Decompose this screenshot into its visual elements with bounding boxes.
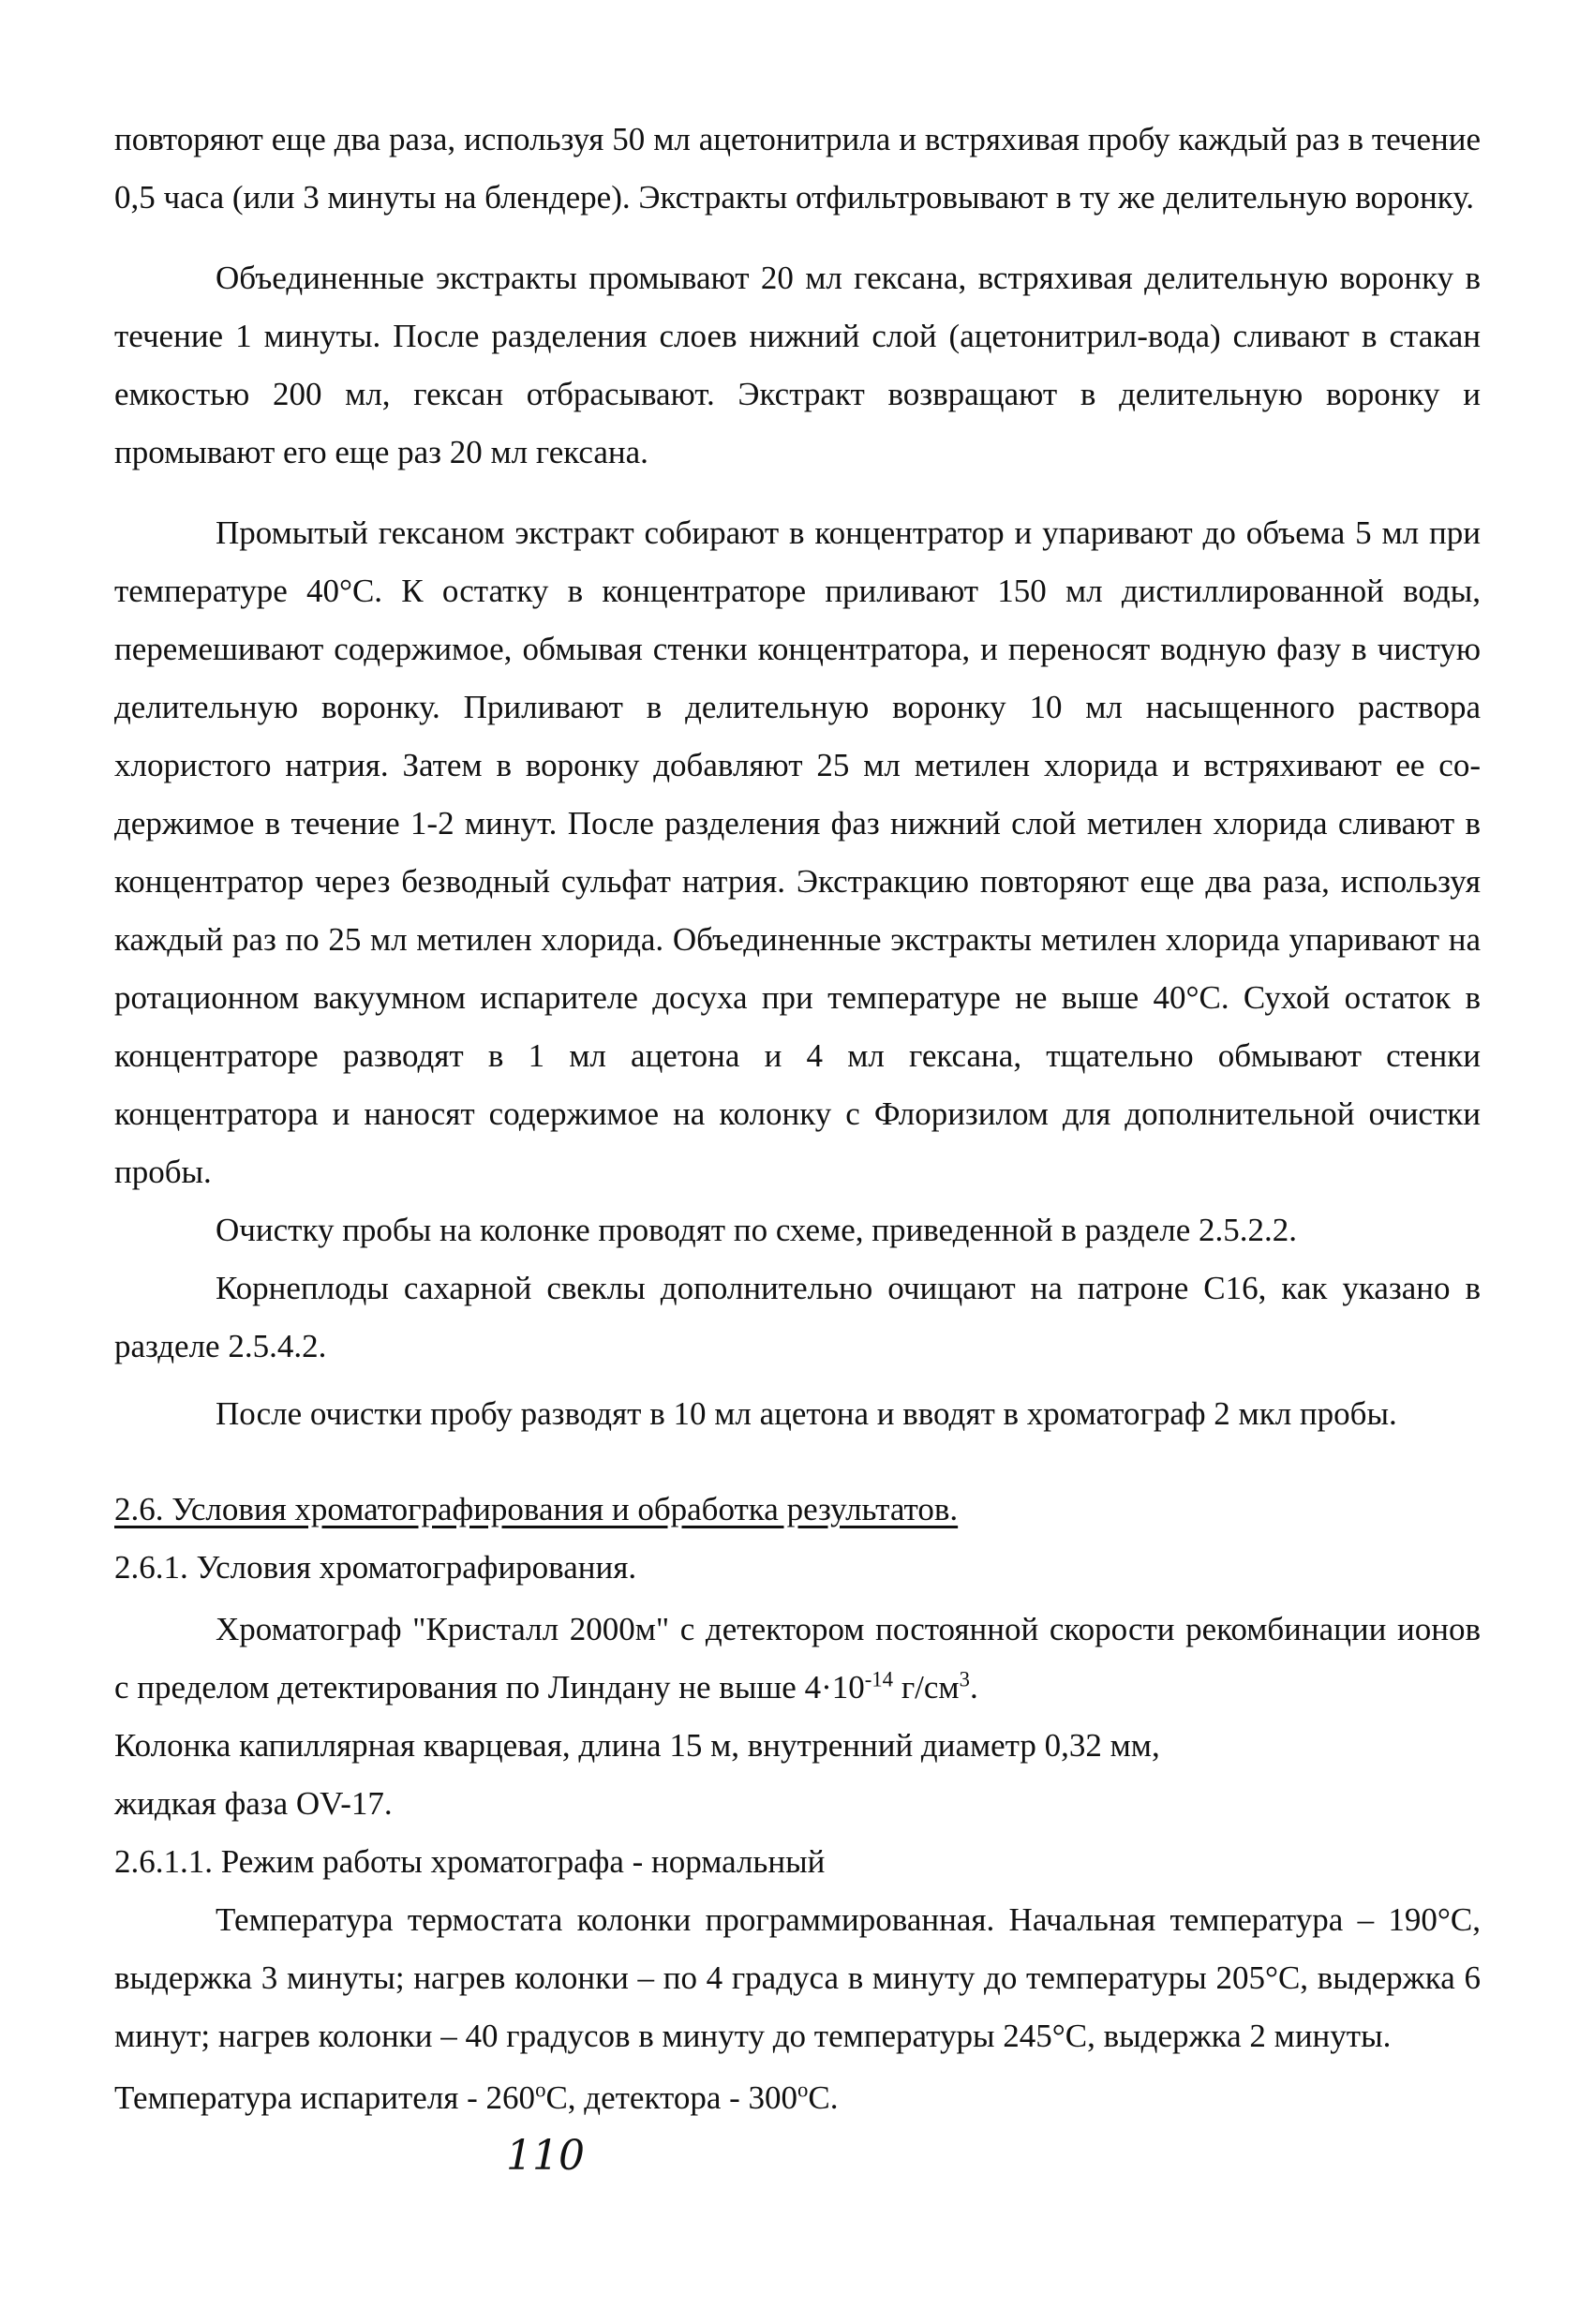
paragraph-sugar-beet: Корнеплоды сахарной свеклы дополнительно очищают на патроне С16, как указано в разделе 2.5.4.2. — [114, 1270, 1481, 1364]
column-line: Колонка капиллярная кварцевая, длина 15 м, внутренний диаметр 0,32 мм, — [114, 1727, 1160, 1764]
paragraph-continuation: повторяют еще два раза, используя 50 мл ацетонитрила и встряхивая пробу каждый раз в течение 0,5 часа (или 3 минуты на блендере). Экстракты отфильтровывают в ту же делительную воронку. — [114, 121, 1481, 216]
evaporator-end: С. — [808, 2079, 839, 2116]
paragraph-hexane-wash: Объединенные экстракты промывают 20 мл гексана, встряхивая делительную воронку в течение 1 минуты. После разделения слоев нижний слой (ацетонитрил-вода) сливают в стакан емкостью 200 мл, гексан отбрасывают. Экстракт возвращают в делительную воронку и промывают его еще раз 20 мл гексана. — [114, 260, 1481, 470]
paragraph-column-cleanup: Очистку пробы на колонке проводят по схеме, приведенной в разделе 2.5.2.2. — [216, 1212, 1297, 1248]
paragraph-injection: После очистки пробу разводят в 10 мл ацетона и вводят в хроматограф 2 мкл пробы. — [216, 1395, 1397, 1432]
subsection-heading: 2.6.1. Условия хроматографирования. — [114, 1549, 637, 1586]
detection-limit-exponent: -14 — [864, 1667, 894, 1691]
liquid-phase-line: жидкая фаза OV-17. — [114, 1785, 393, 1822]
evaporator-temperature-line — [114, 2069, 1481, 2127]
paragraph-concentration: Промытый гексаном экстракт собирают в концентратор и упаривают до объема 5 мл при температуре 40°С. К остатку в концентраторе приливают 150 мл дистиллированной воды, перемешивают содержимое, обмывая стенки концентратора, и переносят водную фазу в чистую делительную воронку. Приливают в делительную воронку 10 мл насыщенного раствора хлористого натрия. Затем в воронку добавляют 25 мл метилен хлорида и встряхивают ее содержимое в течение 1-2 минут. После разделения фаз нижний слой метилен хлорида сливают в концентратор через безводный сульфат натрия. Экстракцию повторяют еще два раза, используя каждый раз по 25 мл метилен хлорида. Объединенные экстракты метилен хлорида упаривают на ротационном вакуумном испарителе досуха при температуре не выше 40°С. Сухой остаток в концентраторе разводят в 1 мл ацетона и 4 мл гексана, тщательно обмывают стенки концентратора и наносят содержимое на колонку с Флоризилом для дополнительной очистки пробы. — [114, 514, 1481, 1190]
detection-limit-unit: г/см — [893, 1669, 960, 1706]
section-heading: 2.6. Условия хроматографирования и обработка результатов. — [114, 1491, 959, 1527]
paragraph-temperature-program: Температура термостата колонки программированная. Начальная температура – 190°С, выдержка 3 минуты; нагрев колонки – по 4 градуса в минуту до температуры 205°С, выдержка 6 минут; нагрев колонки – 40 градусов в минуту до температуры 245°С, выдержка 2 минуты. — [114, 1901, 1481, 2054]
unit-exponent: 3 — [959, 1667, 970, 1691]
page-number: 110 — [506, 2132, 585, 2180]
evaporator-text: Температура испарителя - 260 — [114, 2079, 536, 2116]
text-block-top — [114, 111, 1481, 1443]
chromatograph-text: Хроматограф "Кристалл 2000м" с детектором постоянной скорости рекомбинации ионов с пределом детектирования по Линдану не выше 4·10 — [114, 1611, 1481, 1706]
degree-mark-evaporator: о — [535, 2078, 546, 2102]
mode-heading: 2.6.1.1. Режим работы хроматографа - нормальный — [114, 1843, 826, 1880]
text-block-conditions — [114, 1481, 1481, 2127]
detector-text: С, детектора - 300 — [545, 2079, 798, 2116]
chromatograph-end: . — [969, 1669, 978, 1706]
degree-mark-detector: о — [797, 2078, 809, 2102]
paragraph-chromatograph — [114, 1601, 1481, 1717]
